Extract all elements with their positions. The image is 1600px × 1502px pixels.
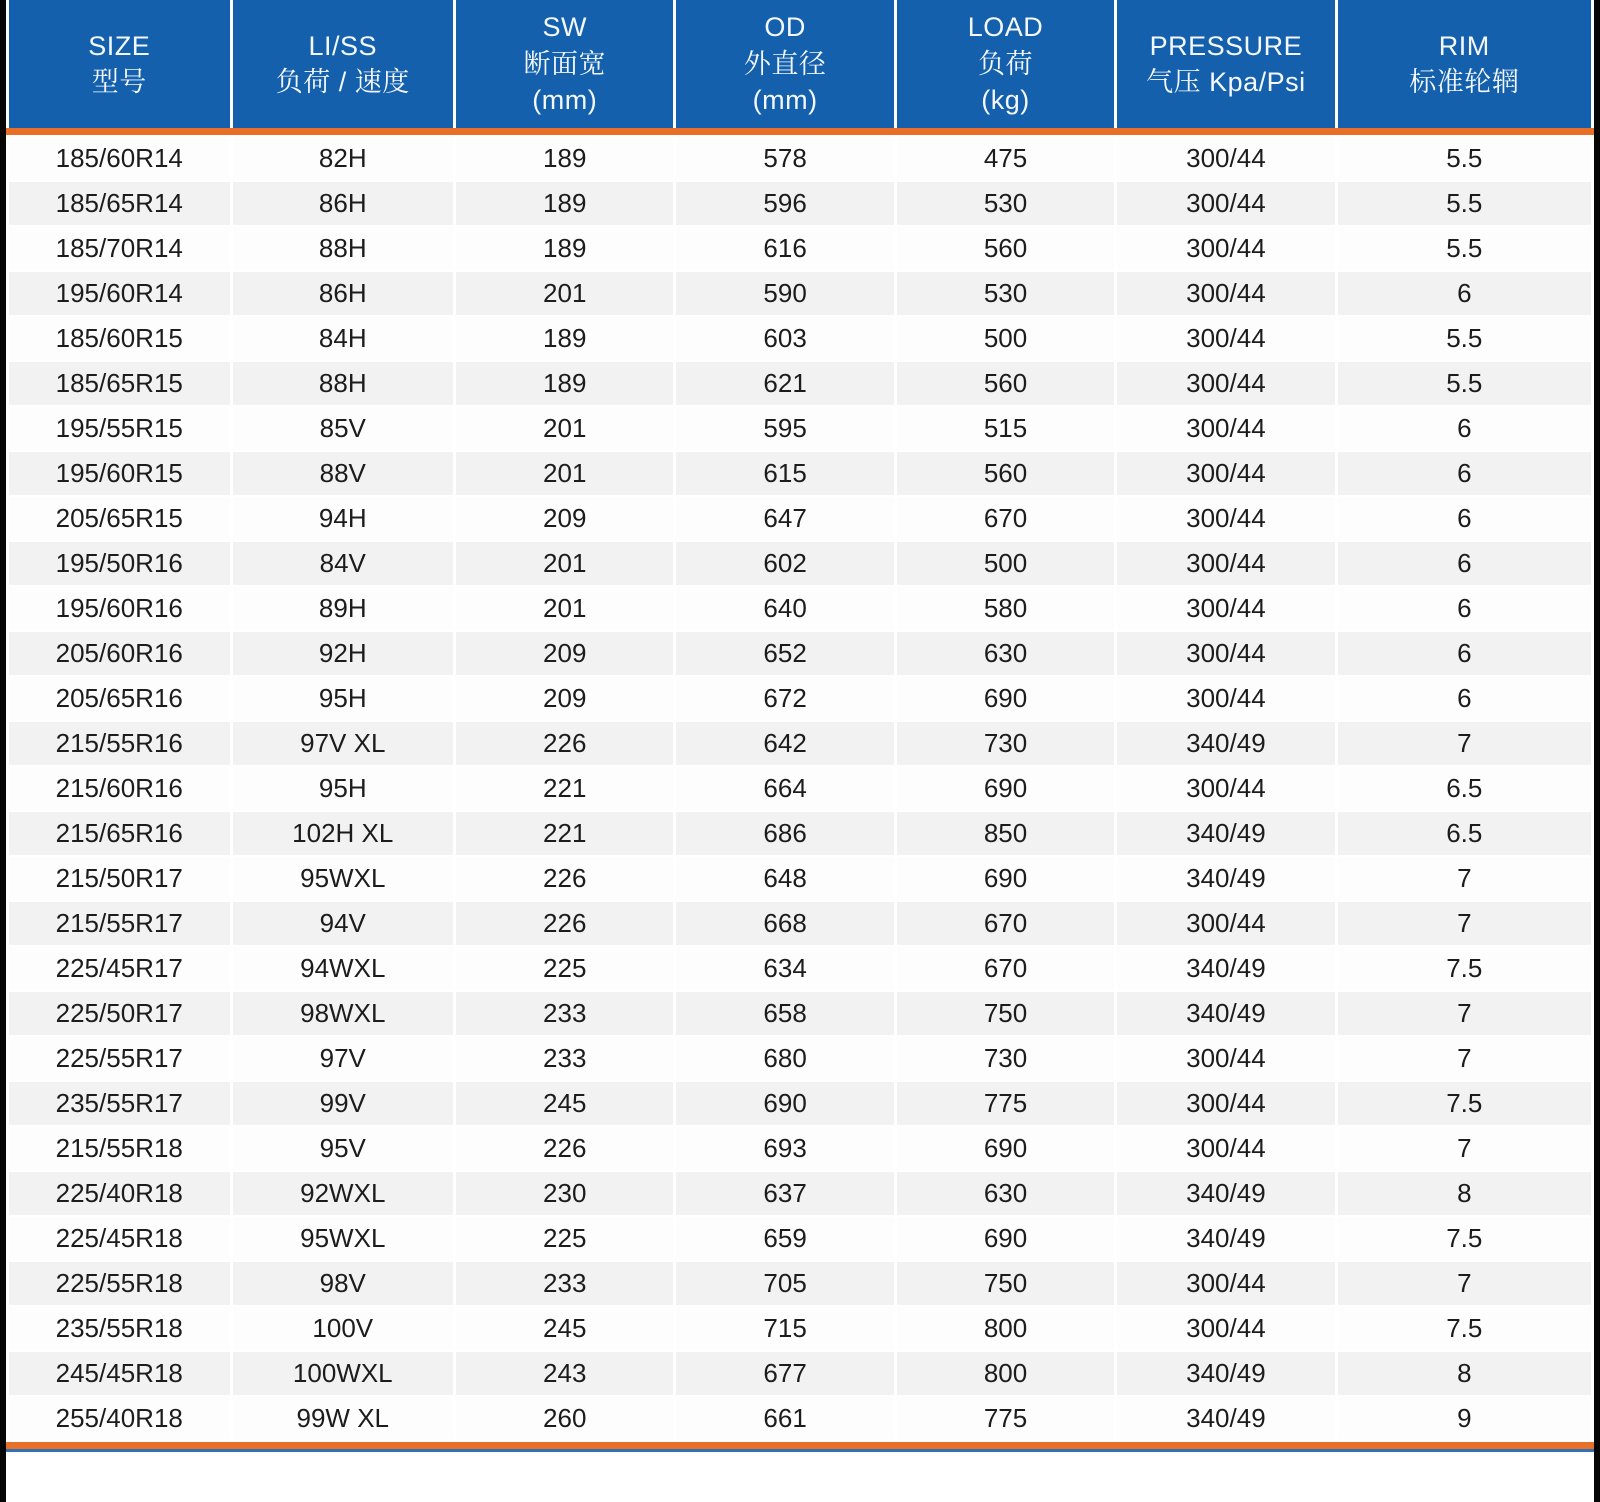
- table-row: [9, 992, 1591, 1035]
- cell-size: 225/40R18: [9, 1172, 230, 1215]
- table-row: [9, 1127, 1591, 1170]
- column-header-liss-line: 负荷 / 速度: [275, 67, 410, 97]
- cell-od: 637: [676, 1172, 893, 1215]
- cell-od: 648: [676, 857, 893, 900]
- cell-liss: 98WXL: [233, 992, 454, 1035]
- table-row: [9, 857, 1591, 900]
- cell-pressure: 300/44: [1117, 902, 1334, 945]
- cell-sw: 221: [456, 812, 673, 855]
- cell-sw: 201: [456, 542, 673, 585]
- cell-rim: 7: [1338, 1127, 1591, 1170]
- cell-liss: 92H: [233, 632, 454, 675]
- cell-load: 670: [897, 497, 1114, 540]
- cell-sw: 209: [456, 497, 673, 540]
- cell-pressure: 300/44: [1117, 317, 1334, 360]
- cell-size: 205/60R16: [9, 632, 230, 675]
- cell-liss: 95V: [233, 1127, 454, 1170]
- cell-rim: 8: [1338, 1172, 1591, 1215]
- cell-liss: 82H: [233, 137, 454, 180]
- column-header-load-line: (kg): [981, 85, 1030, 116]
- column-header-size-line: SIZE: [88, 30, 151, 61]
- cell-size: 195/60R15: [9, 452, 230, 495]
- cell-sw: 225: [456, 947, 673, 990]
- cell-pressure: 300/44: [1117, 677, 1334, 720]
- cell-liss: 89H: [233, 587, 454, 630]
- cell-rim: 5.5: [1338, 227, 1591, 270]
- cell-rim: 6: [1338, 632, 1591, 675]
- cell-sw: 260: [456, 1397, 673, 1440]
- cell-sw: 201: [456, 272, 673, 315]
- cell-sw: 233: [456, 992, 673, 1035]
- table-row: [9, 452, 1591, 495]
- cell-size: 225/45R18: [9, 1217, 230, 1260]
- cell-liss: 95H: [233, 767, 454, 810]
- cell-size: 185/70R14: [9, 227, 230, 270]
- table-row: [9, 722, 1591, 765]
- cell-load: 530: [897, 182, 1114, 225]
- cell-od: 596: [676, 182, 893, 225]
- cell-load: 670: [897, 947, 1114, 990]
- cell-size: 225/50R17: [9, 992, 230, 1035]
- cell-od: 621: [676, 362, 893, 405]
- column-header-sw-line: (mm): [532, 85, 598, 116]
- cell-pressure: 340/49: [1117, 1217, 1334, 1260]
- cell-od: 658: [676, 992, 893, 1035]
- table-row: [9, 1172, 1591, 1215]
- cell-rim: 7.5: [1338, 1307, 1591, 1350]
- cell-load: 630: [897, 632, 1114, 675]
- cell-load: 500: [897, 542, 1114, 585]
- cell-pressure: 300/44: [1117, 497, 1334, 540]
- cell-od: 715: [676, 1307, 893, 1350]
- cell-sw: 226: [456, 722, 673, 765]
- cell-load: 560: [897, 227, 1114, 270]
- cell-rim: 6: [1338, 497, 1591, 540]
- cell-liss: 95WXL: [233, 857, 454, 900]
- cell-size: 235/55R17: [9, 1082, 230, 1125]
- cell-liss: 92WXL: [233, 1172, 454, 1215]
- cell-load: 560: [897, 362, 1114, 405]
- cell-sw: 201: [456, 452, 673, 495]
- cell-load: 800: [897, 1307, 1114, 1350]
- cell-size: 215/55R17: [9, 902, 230, 945]
- cell-sw: 233: [456, 1262, 673, 1305]
- column-header-liss: [233, 0, 454, 128]
- cell-od: 686: [676, 812, 893, 855]
- cell-liss: 95WXL: [233, 1217, 454, 1260]
- cell-size: 225/55R18: [9, 1262, 230, 1305]
- page-bottom-spacer: [6, 1452, 1594, 1502]
- cell-sw: 189: [456, 362, 673, 405]
- cell-pressure: 340/49: [1117, 1397, 1334, 1440]
- header-divider-orange-bar: [6, 128, 1594, 135]
- cell-pressure: 300/44: [1117, 452, 1334, 495]
- cell-sw: 226: [456, 902, 673, 945]
- table-row: [9, 767, 1591, 810]
- cell-od: 672: [676, 677, 893, 720]
- cell-rim: 6: [1338, 677, 1591, 720]
- table-row: [9, 1217, 1591, 1260]
- cell-sw: 189: [456, 227, 673, 270]
- cell-od: 705: [676, 1262, 893, 1305]
- cell-load: 850: [897, 812, 1114, 855]
- cell-od: 664: [676, 767, 893, 810]
- table-row: [9, 317, 1591, 360]
- cell-rim: 7.5: [1338, 947, 1591, 990]
- cell-pressure: 300/44: [1117, 1307, 1334, 1350]
- cell-pressure: 340/49: [1117, 857, 1334, 900]
- cell-sw: 189: [456, 317, 673, 360]
- cell-load: 800: [897, 1352, 1114, 1395]
- cell-liss: 97V: [233, 1037, 454, 1080]
- cell-load: 515: [897, 407, 1114, 450]
- cell-size: 185/60R15: [9, 317, 230, 360]
- cell-od: 661: [676, 1397, 893, 1440]
- cell-pressure: 340/49: [1117, 812, 1334, 855]
- cell-pressure: 300/44: [1117, 182, 1334, 225]
- cell-size: 255/40R18: [9, 1397, 230, 1440]
- cell-od: 578: [676, 137, 893, 180]
- cell-size: 215/60R16: [9, 767, 230, 810]
- cell-rim: 9: [1338, 1397, 1591, 1440]
- column-header-pressure-line: PRESSURE: [1149, 30, 1303, 61]
- column-header-rim: [1338, 0, 1591, 128]
- column-header-sw-line: 断面宽: [523, 48, 606, 79]
- cell-sw: 225: [456, 1217, 673, 1260]
- cell-pressure: 300/44: [1117, 1082, 1334, 1125]
- table-row: [9, 362, 1591, 405]
- table-row: [9, 902, 1591, 945]
- table-row: [9, 632, 1591, 675]
- cell-rim: 5.5: [1338, 317, 1591, 360]
- cell-sw: 189: [456, 182, 673, 225]
- cell-pressure: 300/44: [1117, 1262, 1334, 1305]
- cell-rim: 6.5: [1338, 812, 1591, 855]
- column-header-sw-line: SW: [542, 12, 587, 43]
- cell-liss: 84H: [233, 317, 454, 360]
- table-row: [9, 497, 1591, 540]
- column-header-od-line: (mm): [752, 85, 818, 116]
- cell-od: 690: [676, 1082, 893, 1125]
- cell-load: 690: [897, 1127, 1114, 1170]
- tire-spec-table-body: [6, 135, 1594, 1442]
- cell-pressure: 340/49: [1117, 1352, 1334, 1395]
- cell-load: 530: [897, 272, 1114, 315]
- cell-od: 615: [676, 452, 893, 495]
- cell-size: 185/60R14: [9, 137, 230, 180]
- cell-load: 500: [897, 317, 1114, 360]
- cell-sw: 209: [456, 677, 673, 720]
- cell-pressure: 300/44: [1117, 362, 1334, 405]
- column-header-od-line: 外直径: [743, 48, 827, 79]
- cell-od: 640: [676, 587, 893, 630]
- column-header-size-line: 型号: [91, 67, 147, 97]
- cell-pressure: 340/49: [1117, 992, 1334, 1035]
- cell-load: 670: [897, 902, 1114, 945]
- cell-sw: 230: [456, 1172, 673, 1215]
- cell-load: 750: [897, 992, 1114, 1035]
- cell-load: 690: [897, 767, 1114, 810]
- table-row: [9, 1397, 1591, 1440]
- table-row: [9, 1352, 1591, 1395]
- cell-rim: 8: [1338, 1352, 1591, 1395]
- cell-rim: 6: [1338, 542, 1591, 585]
- cell-od: 659: [676, 1217, 893, 1260]
- cell-liss: 88H: [233, 362, 454, 405]
- cell-od: 642: [676, 722, 893, 765]
- cell-pressure: 300/44: [1117, 227, 1334, 270]
- column-header-pressure: [1117, 0, 1334, 128]
- cell-size: 195/60R14: [9, 272, 230, 315]
- cell-od: 595: [676, 407, 893, 450]
- cell-liss: 88V: [233, 452, 454, 495]
- cell-liss: 100WXL: [233, 1352, 454, 1395]
- cell-rim: 7.5: [1338, 1082, 1591, 1125]
- cell-pressure: 300/44: [1117, 1037, 1334, 1080]
- cell-rim: 6: [1338, 452, 1591, 495]
- table-row: [9, 542, 1591, 585]
- column-header-od-line: OD: [764, 12, 806, 43]
- cell-size: 185/65R15: [9, 362, 230, 405]
- cell-od: 603: [676, 317, 893, 360]
- cell-liss: 95H: [233, 677, 454, 720]
- cell-liss: 86H: [233, 272, 454, 315]
- cell-size: 205/65R16: [9, 677, 230, 720]
- cell-rim: 5.5: [1338, 362, 1591, 405]
- table-row: [9, 272, 1591, 315]
- cell-pressure: 340/49: [1117, 1172, 1334, 1215]
- cell-liss: 88H: [233, 227, 454, 270]
- cell-rim: 6.5: [1338, 767, 1591, 810]
- cell-size: 225/45R17: [9, 947, 230, 990]
- cell-size: 245/45R18: [9, 1352, 230, 1395]
- column-header-load: [897, 0, 1114, 128]
- cell-size: 235/55R18: [9, 1307, 230, 1350]
- cell-liss: 102H XL: [233, 812, 454, 855]
- cell-size: 215/65R16: [9, 812, 230, 855]
- cell-load: 730: [897, 722, 1114, 765]
- cell-pressure: 300/44: [1117, 1127, 1334, 1170]
- cell-load: 730: [897, 1037, 1114, 1080]
- column-header-rim-line: 标准轮辋: [1409, 67, 1520, 97]
- cell-od: 680: [676, 1037, 893, 1080]
- cell-od: 668: [676, 902, 893, 945]
- table-row: [9, 407, 1591, 450]
- cell-rim: 7: [1338, 902, 1591, 945]
- cell-sw: 189: [456, 137, 673, 180]
- cell-liss: 100V: [233, 1307, 454, 1350]
- cell-pressure: 300/44: [1117, 272, 1334, 315]
- table-row: [9, 677, 1591, 720]
- cell-sw: 221: [456, 767, 673, 810]
- column-header-load-line: 负荷: [978, 48, 1033, 79]
- table-body: [9, 137, 1591, 1440]
- tire-spec-table-header: [6, 0, 1594, 128]
- cell-sw: 245: [456, 1082, 673, 1125]
- column-header-size: [9, 0, 230, 128]
- cell-pressure: 340/49: [1117, 947, 1334, 990]
- column-header-liss-line: LI/SS: [308, 30, 378, 61]
- table-row: [9, 227, 1591, 270]
- cell-rim: 7: [1338, 722, 1591, 765]
- cell-od: 590: [676, 272, 893, 315]
- cell-load: 690: [897, 1217, 1114, 1260]
- cell-load: 750: [897, 1262, 1114, 1305]
- cell-sw: 201: [456, 587, 673, 630]
- cell-liss: 94WXL: [233, 947, 454, 990]
- table-row: [9, 182, 1591, 225]
- cell-pressure: 300/44: [1117, 587, 1334, 630]
- cell-sw: 226: [456, 857, 673, 900]
- cell-size: 215/55R16: [9, 722, 230, 765]
- cell-liss: 97V XL: [233, 722, 454, 765]
- cell-liss: 99W XL: [233, 1397, 454, 1440]
- cell-pressure: 300/44: [1117, 632, 1334, 675]
- cell-load: 580: [897, 587, 1114, 630]
- column-header-od: [676, 0, 893, 128]
- cell-rim: 5.5: [1338, 182, 1591, 225]
- cell-load: 690: [897, 677, 1114, 720]
- cell-liss: 94V: [233, 902, 454, 945]
- cell-sw: 201: [456, 407, 673, 450]
- cell-pressure: 300/44: [1117, 767, 1334, 810]
- cell-sw: 209: [456, 632, 673, 675]
- cell-size: 195/55R15: [9, 407, 230, 450]
- cell-rim: 7.5: [1338, 1217, 1591, 1260]
- cell-rim: 7: [1338, 1262, 1591, 1305]
- cell-rim: 5.5: [1338, 137, 1591, 180]
- cell-size: 195/50R16: [9, 542, 230, 585]
- table-header-row: [9, 0, 1591, 128]
- cell-pressure: 340/49: [1117, 722, 1334, 765]
- column-header-sw: [456, 0, 673, 128]
- cell-load: 775: [897, 1082, 1114, 1125]
- table-row: [9, 1307, 1591, 1350]
- cell-rim: 7: [1338, 1037, 1591, 1080]
- cell-size: 215/50R17: [9, 857, 230, 900]
- cell-load: 690: [897, 857, 1114, 900]
- cell-rim: 6: [1338, 407, 1591, 450]
- cell-rim: 6: [1338, 272, 1591, 315]
- cell-liss: 86H: [233, 182, 454, 225]
- cell-sw: 245: [456, 1307, 673, 1350]
- cell-od: 634: [676, 947, 893, 990]
- column-header-rim-line: RIM: [1438, 30, 1490, 61]
- cell-load: 560: [897, 452, 1114, 495]
- cell-od: 677: [676, 1352, 893, 1395]
- cell-rim: 7: [1338, 992, 1591, 1035]
- cell-rim: 6: [1338, 587, 1591, 630]
- cell-liss: 85V: [233, 407, 454, 450]
- cell-load: 475: [897, 137, 1114, 180]
- cell-size: 195/60R16: [9, 587, 230, 630]
- column-header-load-line: LOAD: [967, 12, 1044, 43]
- cell-od: 693: [676, 1127, 893, 1170]
- table-row: [9, 1037, 1591, 1080]
- cell-liss: 98V: [233, 1262, 454, 1305]
- cell-pressure: 300/44: [1117, 137, 1334, 180]
- table-row: [9, 137, 1591, 180]
- cell-liss: 99V: [233, 1082, 454, 1125]
- cell-od: 652: [676, 632, 893, 675]
- cell-size: 205/65R15: [9, 497, 230, 540]
- table-row: [9, 587, 1591, 630]
- cell-od: 647: [676, 497, 893, 540]
- cell-rim: 7: [1338, 857, 1591, 900]
- cell-load: 630: [897, 1172, 1114, 1215]
- cell-liss: 94H: [233, 497, 454, 540]
- cell-sw: 226: [456, 1127, 673, 1170]
- table-row: [9, 1262, 1591, 1305]
- table-row: [9, 812, 1591, 855]
- cell-size: 185/65R14: [9, 182, 230, 225]
- cell-od: 616: [676, 227, 893, 270]
- cell-liss: 84V: [233, 542, 454, 585]
- cell-load: 775: [897, 1397, 1114, 1440]
- cell-pressure: 300/44: [1117, 407, 1334, 450]
- cell-sw: 233: [456, 1037, 673, 1080]
- cell-od: 602: [676, 542, 893, 585]
- table-row: [9, 947, 1591, 990]
- cell-pressure: 300/44: [1117, 542, 1334, 585]
- cell-size: 225/55R17: [9, 1037, 230, 1080]
- column-header-pressure-line: 气压 Kpa/Psi: [1146, 67, 1306, 97]
- cell-size: 215/55R18: [9, 1127, 230, 1170]
- table-row: [9, 1082, 1591, 1125]
- cell-sw: 243: [456, 1352, 673, 1395]
- footer-divider-orange-bar: [6, 1442, 1594, 1449]
